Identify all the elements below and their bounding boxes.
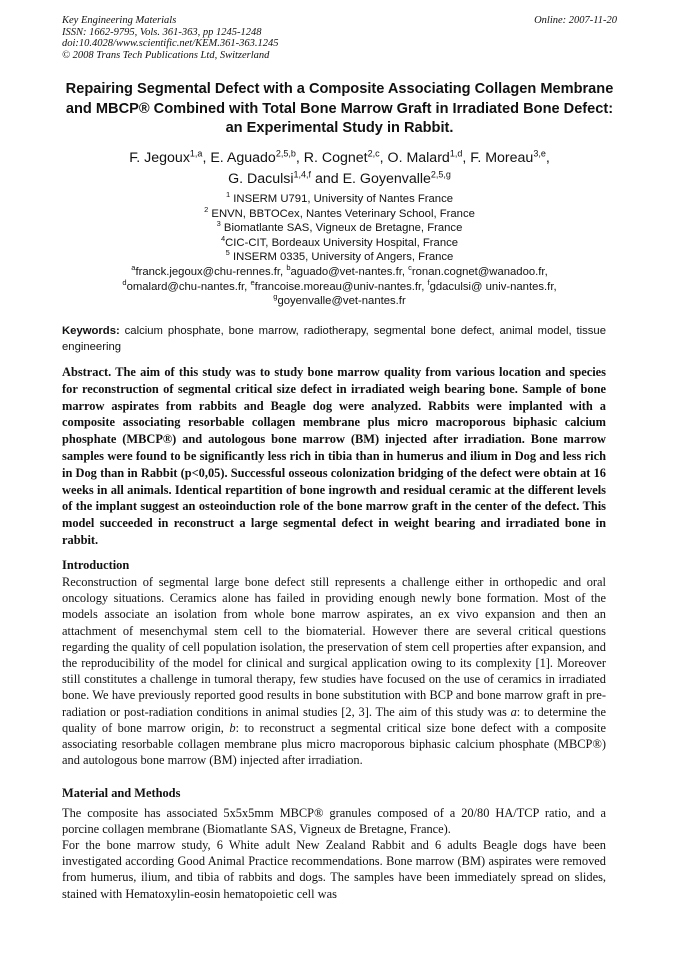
author: F. Jegoux$^{1,a}$, [129,148,211,166]
introduction-paragraph: Reconstruction of segmental large bone defect still represents a challenge either in orthopedic and oral oncology situations. Ceramics alone has failed in providing enough newly bone formation. Most of the models associate an isolation from whole bone marrow aspirates, an ex vivo expansion and then an attachment of mesenchymal stem cell to the biomaterial. However there are several critical questions regarding the quality of cell population isolation, the preservation of stem cell properties after expansion, and the reproducibility of the model for clinical and surgical application owing to its complexity [1]. Moreover still constitutes a challenge in tumoral therapy, few studies have focused on the use of ceramics in irradiated bone. We have previously reported good results in bone substitution with BCP and bone marrow graft in pre-radiation or post-radiation conditions in animal studies [2, 3]. The aim of this study was a: to determine the quality of bone marrow origin, b: to reconstruct a segmental critical size bone defect with a composite associating resorbable collagen membrane plus micro macroporous biphasic calcium phosphate (MBCP®) and autologous bone marrow (BM) injected after irradiation. [62,575,606,768]
journal-name: Key Engineering Materials [62,15,177,26]
affiliation: $^3$ Biomatlante SAS, Vigneux de Bretagne, France [216,219,463,235]
methods-paragraph-1: The composite has associated 5x5x5mm MBCP® granules composed of a 20/80 HA/TCP ratio, and a porcine collagen membrane (Biomatlante SAS, Vigneux de Bretagne, France). [62,806,606,837]
email-line [62,277,617,295]
author: E. Aguado$^{2,5,b}$, [210,148,304,166]
paper-title: Repairing Segmental Defect with a Composite Associating Collagen Membrane and MBCP® Combined with Total Bone Marrow Graft in Irradiated Bone Defect: an Experimental Study in Rabbit. [65,81,614,136]
methods-heading: Material and Methods [62,786,181,800]
keywords-text: calcium phosphate, bone marrow, radiotherapy, segmental bone defect, animal model, tissue engineering [62,325,606,353]
email-link[interactable]: $^d$omalard@chu-nantes.fr, [122,277,251,293]
keywords [62,324,606,355]
affiliation: $^1$ INSERM U791, University of Nantes France [225,190,454,205]
doi-line: doi:10.4028/www.scientific.net/KEM.361-363.1245 [62,38,279,50]
journal-header [62,15,617,61]
affiliation: $^5$ INSERM 0335, University of Angers, France [225,248,454,264]
abstract: Abstract. The aim of this study was to study bone marrow quality from various location and species for reconstruction of segmental critical size defect in irradiated weigh bearing bone. Sample of bone marrow aspirates from rabbits and Beagle dog were analyzed. Rabbits were implanted with a composite associating resorbable collagen membrane plus micro macroporous biphasic calcium phosphate (MBCP®) and autologous bone marrow (BM) injected after irradiation. Bone marrow samples were found to be significantly less rich in tibia than in humerus and ilium in Dog and less rich in Dog than in Rabbit (p<0,05). Successful osseous colonization bridging of the defect were obtain at 16 weeks in all animals. Identical repartition of bone ingrowth and residual ceramic at the different levels of the implant suggest an osteoinduction role of the bone marrow graft in the center of the defect. This model succeeded in reconstruct a large segmental defect in weight bearing and irradiated bone in rabbit. [62,365,606,547]
author: G. Daculsi$^{1,4,f}$ and [228,169,343,187]
email-line [62,265,617,280]
affiliation-list [62,192,617,309]
issn-line: ISSN: 1662-9795, Vols. 361-363, pp 1245-1248 [62,26,262,38]
email-link[interactable]: $^g$goyenvalle@vet-nantes.fr [273,292,406,308]
author-list [62,148,617,190]
introduction-heading: Introduction [62,558,130,572]
email-link[interactable]: $^b$aguado@vet-nantes.fr, [286,263,409,278]
email-link[interactable]: $^f$gdaculsi@ univ-nantes.fr, [427,277,557,293]
author: E. Goyenvalle$^{2,5,g}$ [342,169,451,187]
email-line [62,294,617,309]
email-link[interactable]: $^e$francoise.moreau@univ-nantes.fr, [250,277,428,293]
keywords-label: Keywords: [62,325,120,337]
email-link[interactable]: $^c$ronan.cognet@wanadoo.fr, [408,263,548,278]
email-link[interactable]: $^a$franck.jegoux@chu-rennes.fr, [131,263,287,278]
author: F. Moreau$^{3,e}$, [470,148,550,166]
author: R. Cognet$^{2,c}$, [303,148,388,166]
online-date: Online: 2007-11-20 [534,15,617,26]
affiliation: $^4$CIC-CIT, Bordeaux University Hospital, France [220,234,459,249]
copyright-line: © 2008 Trans Tech Publications Ltd, Switzerland [62,49,270,61]
affiliation: $^2$ ENVN, BBTOCex, Nantes Veterinary School, France [204,204,475,220]
author: O. Malard$^{1,d}$, [387,148,471,166]
methods-paragraph-2: For the bone marrow study, 6 White adult New Zealand Rabbit and 6 adults Beagle dogs have been investigated according Good Animal Practice recommendations. Bone marrow (BM) aspirates were removed from humerus, ilium, and tibia of rabbits and dogs. The samples have been immediately spread on slides, stained with Hematoxylin-eosin hematopoietic cell was [62,838,606,901]
